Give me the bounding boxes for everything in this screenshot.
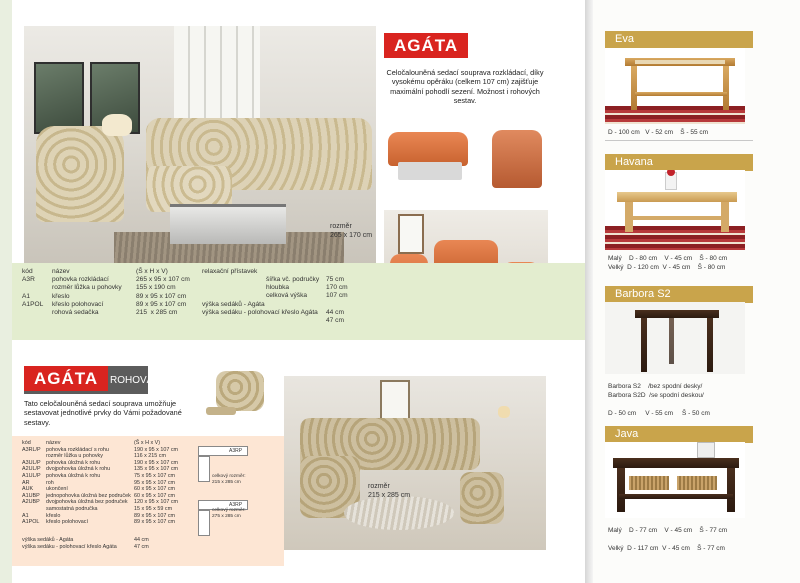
agata-description: Celočalouněná sedací souprava rozkládací, díky vysokému opěráku (celkem 107 cm) zajišťuje maximální pohodlí sezení. Možnost i rohových sestav. (386, 68, 544, 106)
plan-b-side (198, 510, 210, 536)
barbora-table-photo (605, 302, 745, 374)
rohova-heights-label: výška sedáků - Agáta výška sedáku - polohovací křeslo Agáta (22, 537, 117, 550)
orange-armchair-photo (486, 126, 548, 194)
eva-table-photo (605, 48, 745, 124)
java-table-photo (605, 442, 745, 518)
agata-spec-names: název pohovka rozkládací rozměr lůžka u pohovky křeslo křeslo polohovací rohová sedačka (52, 268, 122, 317)
agata-spec-dims: šířka vč. područky hloubka celková výška (266, 276, 320, 300)
barbora-spec: Barbora S2 /bez spodní desky/ Barbora S2D /se spodní deskou/ D - 50 cm V - 55 cm Š - 50 cm (608, 383, 710, 417)
havana-table-photo (605, 170, 745, 250)
page-gutter (585, 0, 593, 583)
page-binding-strip (0, 0, 12, 583)
coffee-table (170, 204, 286, 244)
rohova-spec-sizes: (Š x H x V) 190 x 95 x 107 cm 116 x 215 cm 190 x 95 x 107 cm 135 x 95 x 107 cm 75 x 95 x 107 cm 95 x 95 x 107 cm 60 x 95 x 107 cm 60 x 95 x 107 cm 120 x 95 x 107 cm 15 x 95 x 59 cm 89 x 95 x 107 cm 89 x 95 x 107 cm (134, 440, 179, 526)
eva-title: Eva (605, 31, 753, 48)
rohova-subtitle: ROHOVÁ (110, 375, 154, 386)
agata-recliner (36, 126, 124, 222)
plan-a-size: celkový rozměr: 215 x 285 cm (212, 474, 246, 485)
agata-spec-sizes: (Š x H x V) 265 x 95 x 107 cm 155 x 190 cm 89 x 95 x 107 cm 89 x 95 x 107 cm 215 x 285 cm (136, 268, 190, 317)
rohova-photo-size: rozměr 215 x 285 cm (368, 483, 411, 499)
java-spec: Malý D - 77 cm V - 45 cm Š - 77 cm Velký D - 117 cm V - 45 cm Š - 77 cm (608, 527, 728, 552)
plan-b-size: celkový rozměr: 275 x 285 cm (212, 508, 246, 519)
plan-a-top: A3RP (198, 446, 248, 456)
orange-sofa-bed-photo (384, 126, 474, 190)
agata-title: AGÁTA (384, 33, 468, 58)
agata-spec-notes: relaxační přístavek výška sedáků - Agáta výška sedáku - polohovací křeslo Agáta (202, 268, 318, 317)
lamp (102, 114, 132, 136)
recliner-photo (204, 367, 276, 421)
rohova-description: Tato celočalouněná sedací souprava umožňuje sestavovat jednotlivé prvky do Vámi požadované sestavy. (24, 399, 182, 427)
eva-spec: D - 100 cm V - 52 cm Š - 55 cm (608, 129, 709, 136)
rohova-spec-names: název pohovka rozkládací s rohu rozměr lůžka u pohovky pohovka úložná k rohu dvojpohovka úložná k rohu pohovka úložná k rohu roh ukončení jednopohovka úložná bez područek dvojpohovka úložná bez područek samostatná područka křeslo křeslo polohovací (46, 440, 131, 526)
rohova-spec-codes: kód A3RL/P A3UL/P A2UL/P A1UL/P AR AUK A1UBP A2UBP A1 A1POL (22, 440, 41, 526)
plan-a-side (198, 456, 210, 482)
java-title: Java (605, 426, 753, 443)
wall-art-left (34, 62, 84, 134)
plan-b-top: A3RP (198, 500, 248, 510)
agata-spec-dim-values: 75 cm 170 cm 107 cm 44 cm 47 cm (326, 276, 348, 325)
barbora-title: Barbora S2 (605, 286, 753, 303)
corner-sofa-photo (284, 376, 546, 550)
divider (605, 140, 753, 141)
havana-title: Havana (605, 154, 753, 171)
agata-room-photo (24, 26, 376, 264)
rohova-heights-value: 44 cm 47 cm (134, 537, 149, 550)
havana-spec: Malý D - 80 cm V - 45 cm Š - 80 cm Velký D - 120 cm V - 45 cm Š - 80 cm (608, 255, 728, 271)
agata-spec-codes: kód A3R A1 A1POL (22, 268, 44, 308)
rohova-title: AGÁTA (24, 366, 108, 391)
agata-photo-size: rozměr 265 x 170 cm (330, 223, 373, 239)
